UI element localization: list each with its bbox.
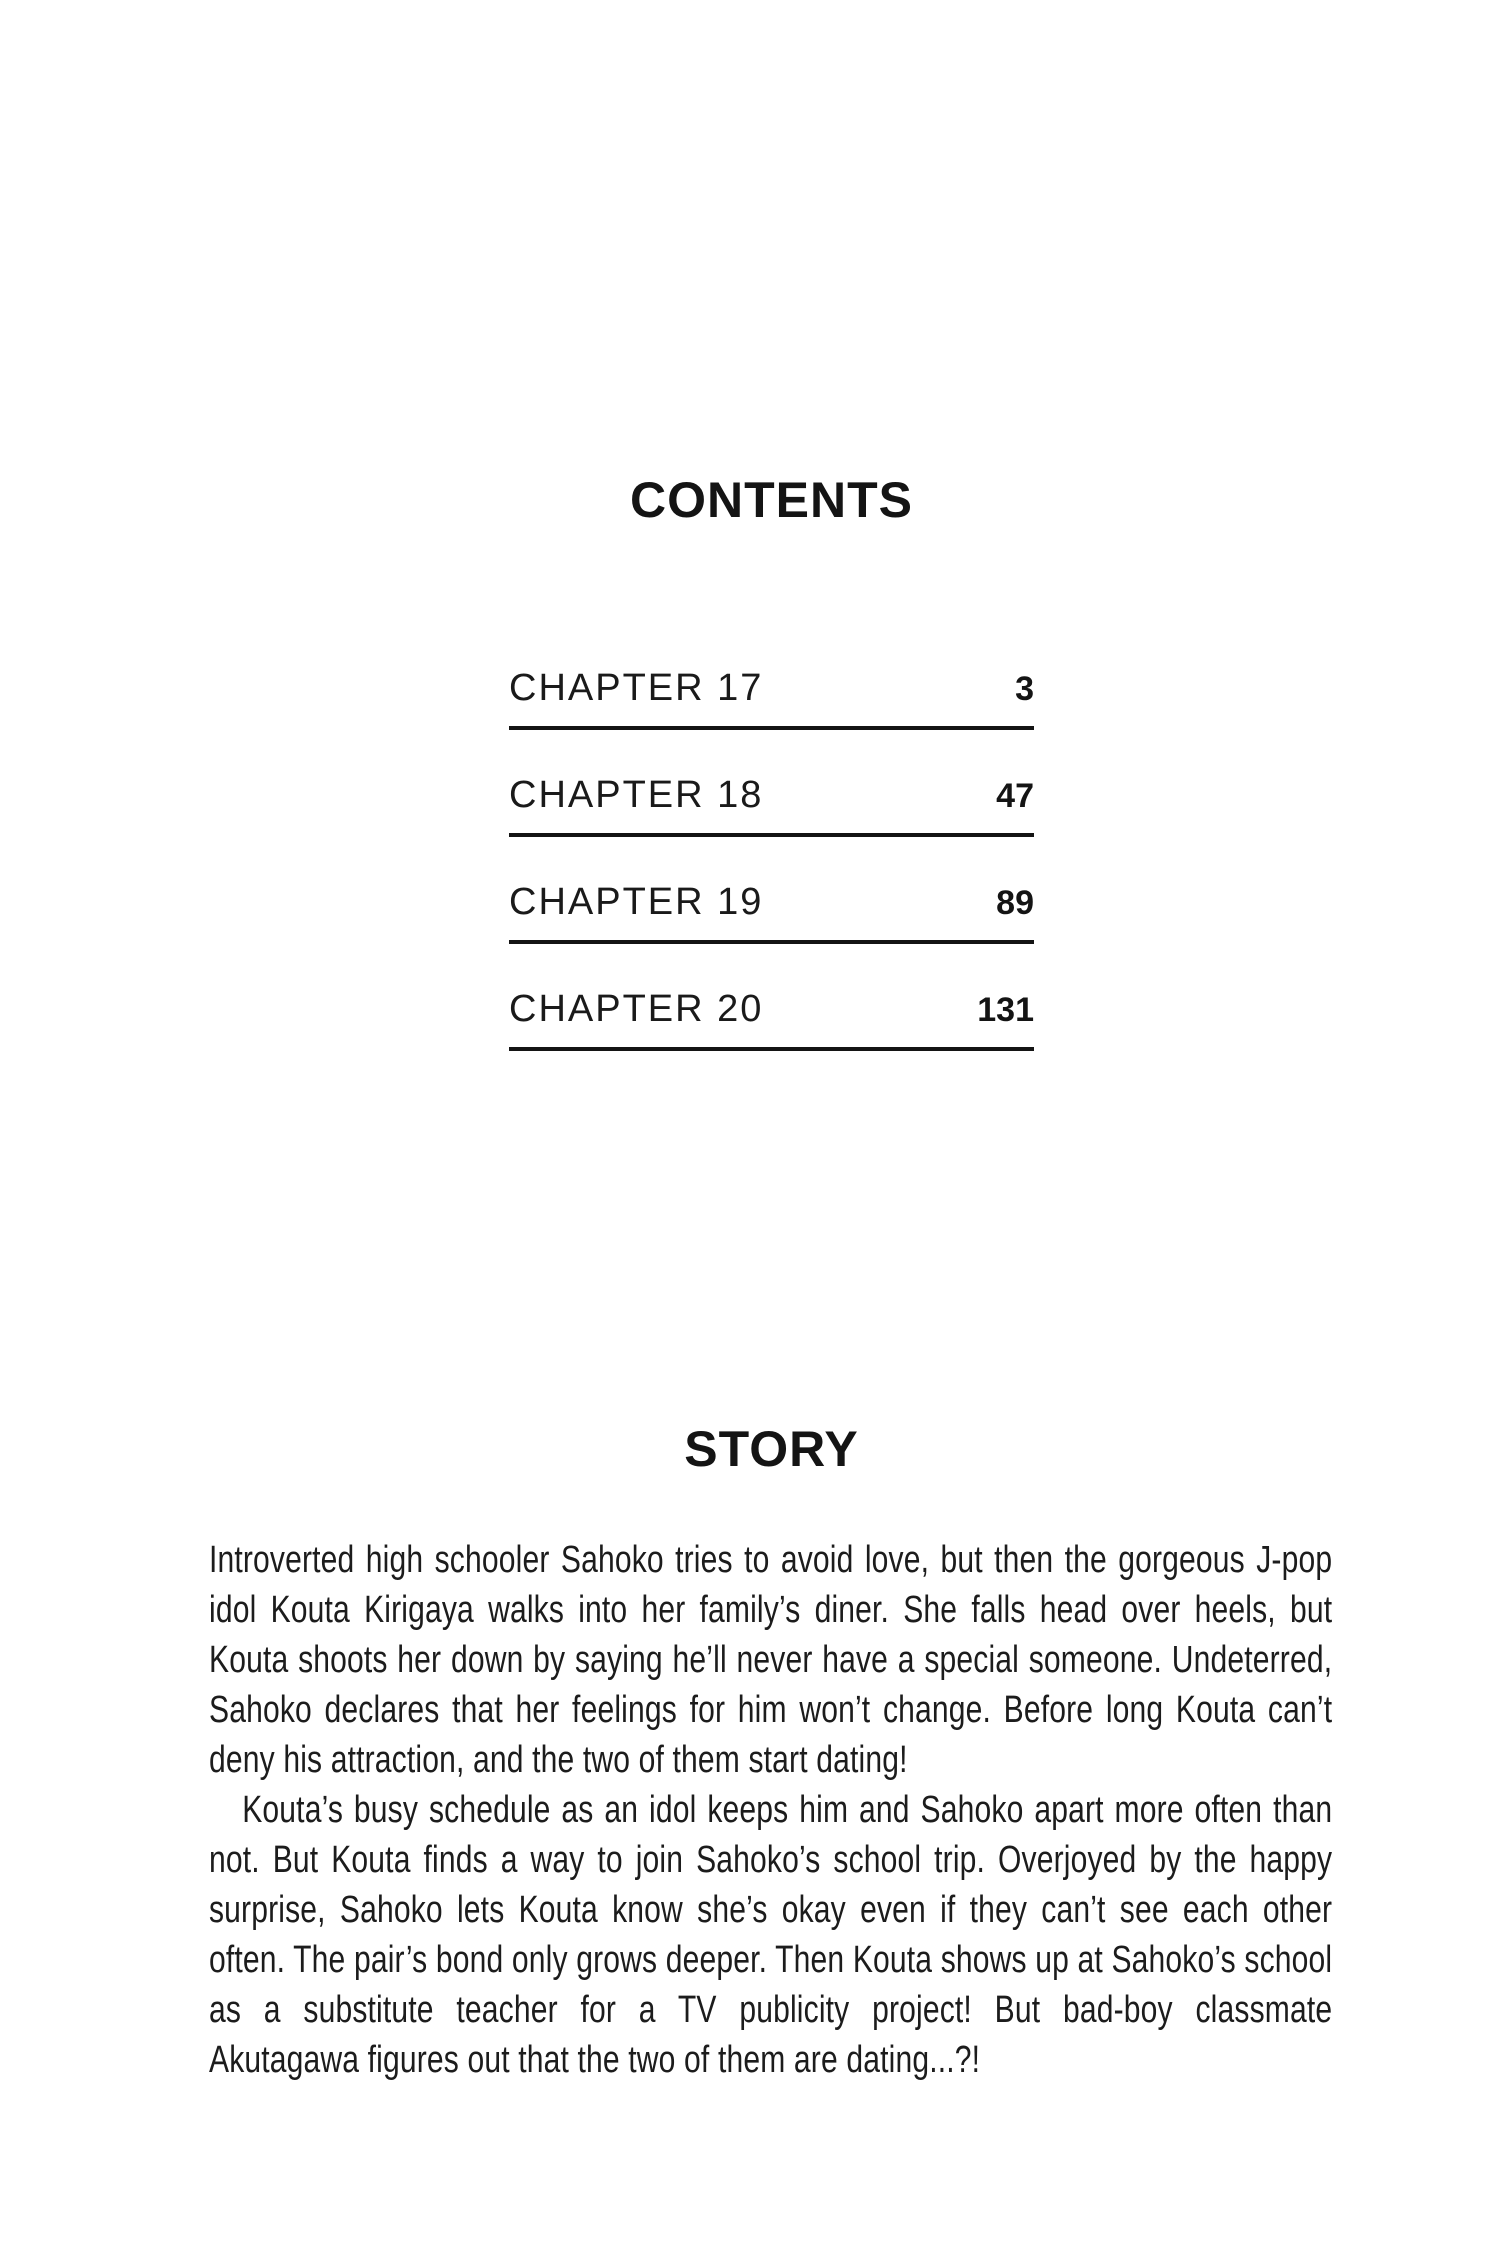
toc-row-chapter-17 bbox=[509, 665, 1034, 730]
story-title: STORY bbox=[684, 1421, 859, 1477]
chapter-label: CHAPTER 20 bbox=[509, 988, 764, 1030]
story-paragraph-2: Kouta’s busy schedule as an idol keeps him and Sahoko apart more often than not. But Kouta finds a way to join Sahoko’s school trip. Overjoyed by the happy surprise, Sahoko lets Kouta know she’s okay even if they can’t see each other often. The pair’s bond only grows deeper. Then Kouta shows up at Sahoko’s school as a substitute teacher for a TV publicity project! But bad-boy classmate Akutagawa figures out that the two of them are dating...?! bbox=[209, 1789, 1333, 2081]
story-paragraph-1: Introverted high schooler Sahoko tries to avoid love, but then the gorgeous J-pop idol Kouta Kirigaya walks into her family’s diner. She falls head over heels, but Kouta shoots her down by saying he’ll never have a special someone. Undeterred, Sahoko declares that her feelings for him won’t change. Before long Kouta can’t deny his attraction, and the two of them start dating! bbox=[209, 1539, 1333, 1781]
content-area bbox=[209, 0, 1334, 2085]
chapter-label: CHAPTER 19 bbox=[509, 881, 764, 923]
chapter-page-number: 89 bbox=[996, 884, 1034, 922]
chapter-page-number: 3 bbox=[1015, 670, 1034, 708]
chapter-label: CHAPTER 17 bbox=[509, 667, 764, 709]
toc-row-chapter-19 bbox=[509, 879, 1034, 944]
toc-row-chapter-18 bbox=[509, 772, 1034, 837]
chapter-page-number: 47 bbox=[996, 777, 1034, 815]
toc-row-chapter-20 bbox=[509, 986, 1034, 1051]
chapter-page-number: 131 bbox=[977, 991, 1034, 1029]
story-synopsis bbox=[209, 1535, 1332, 2085]
table-of-contents bbox=[509, 665, 1034, 1051]
contents-title: CONTENTS bbox=[630, 472, 913, 528]
chapter-label: CHAPTER 18 bbox=[509, 774, 764, 816]
